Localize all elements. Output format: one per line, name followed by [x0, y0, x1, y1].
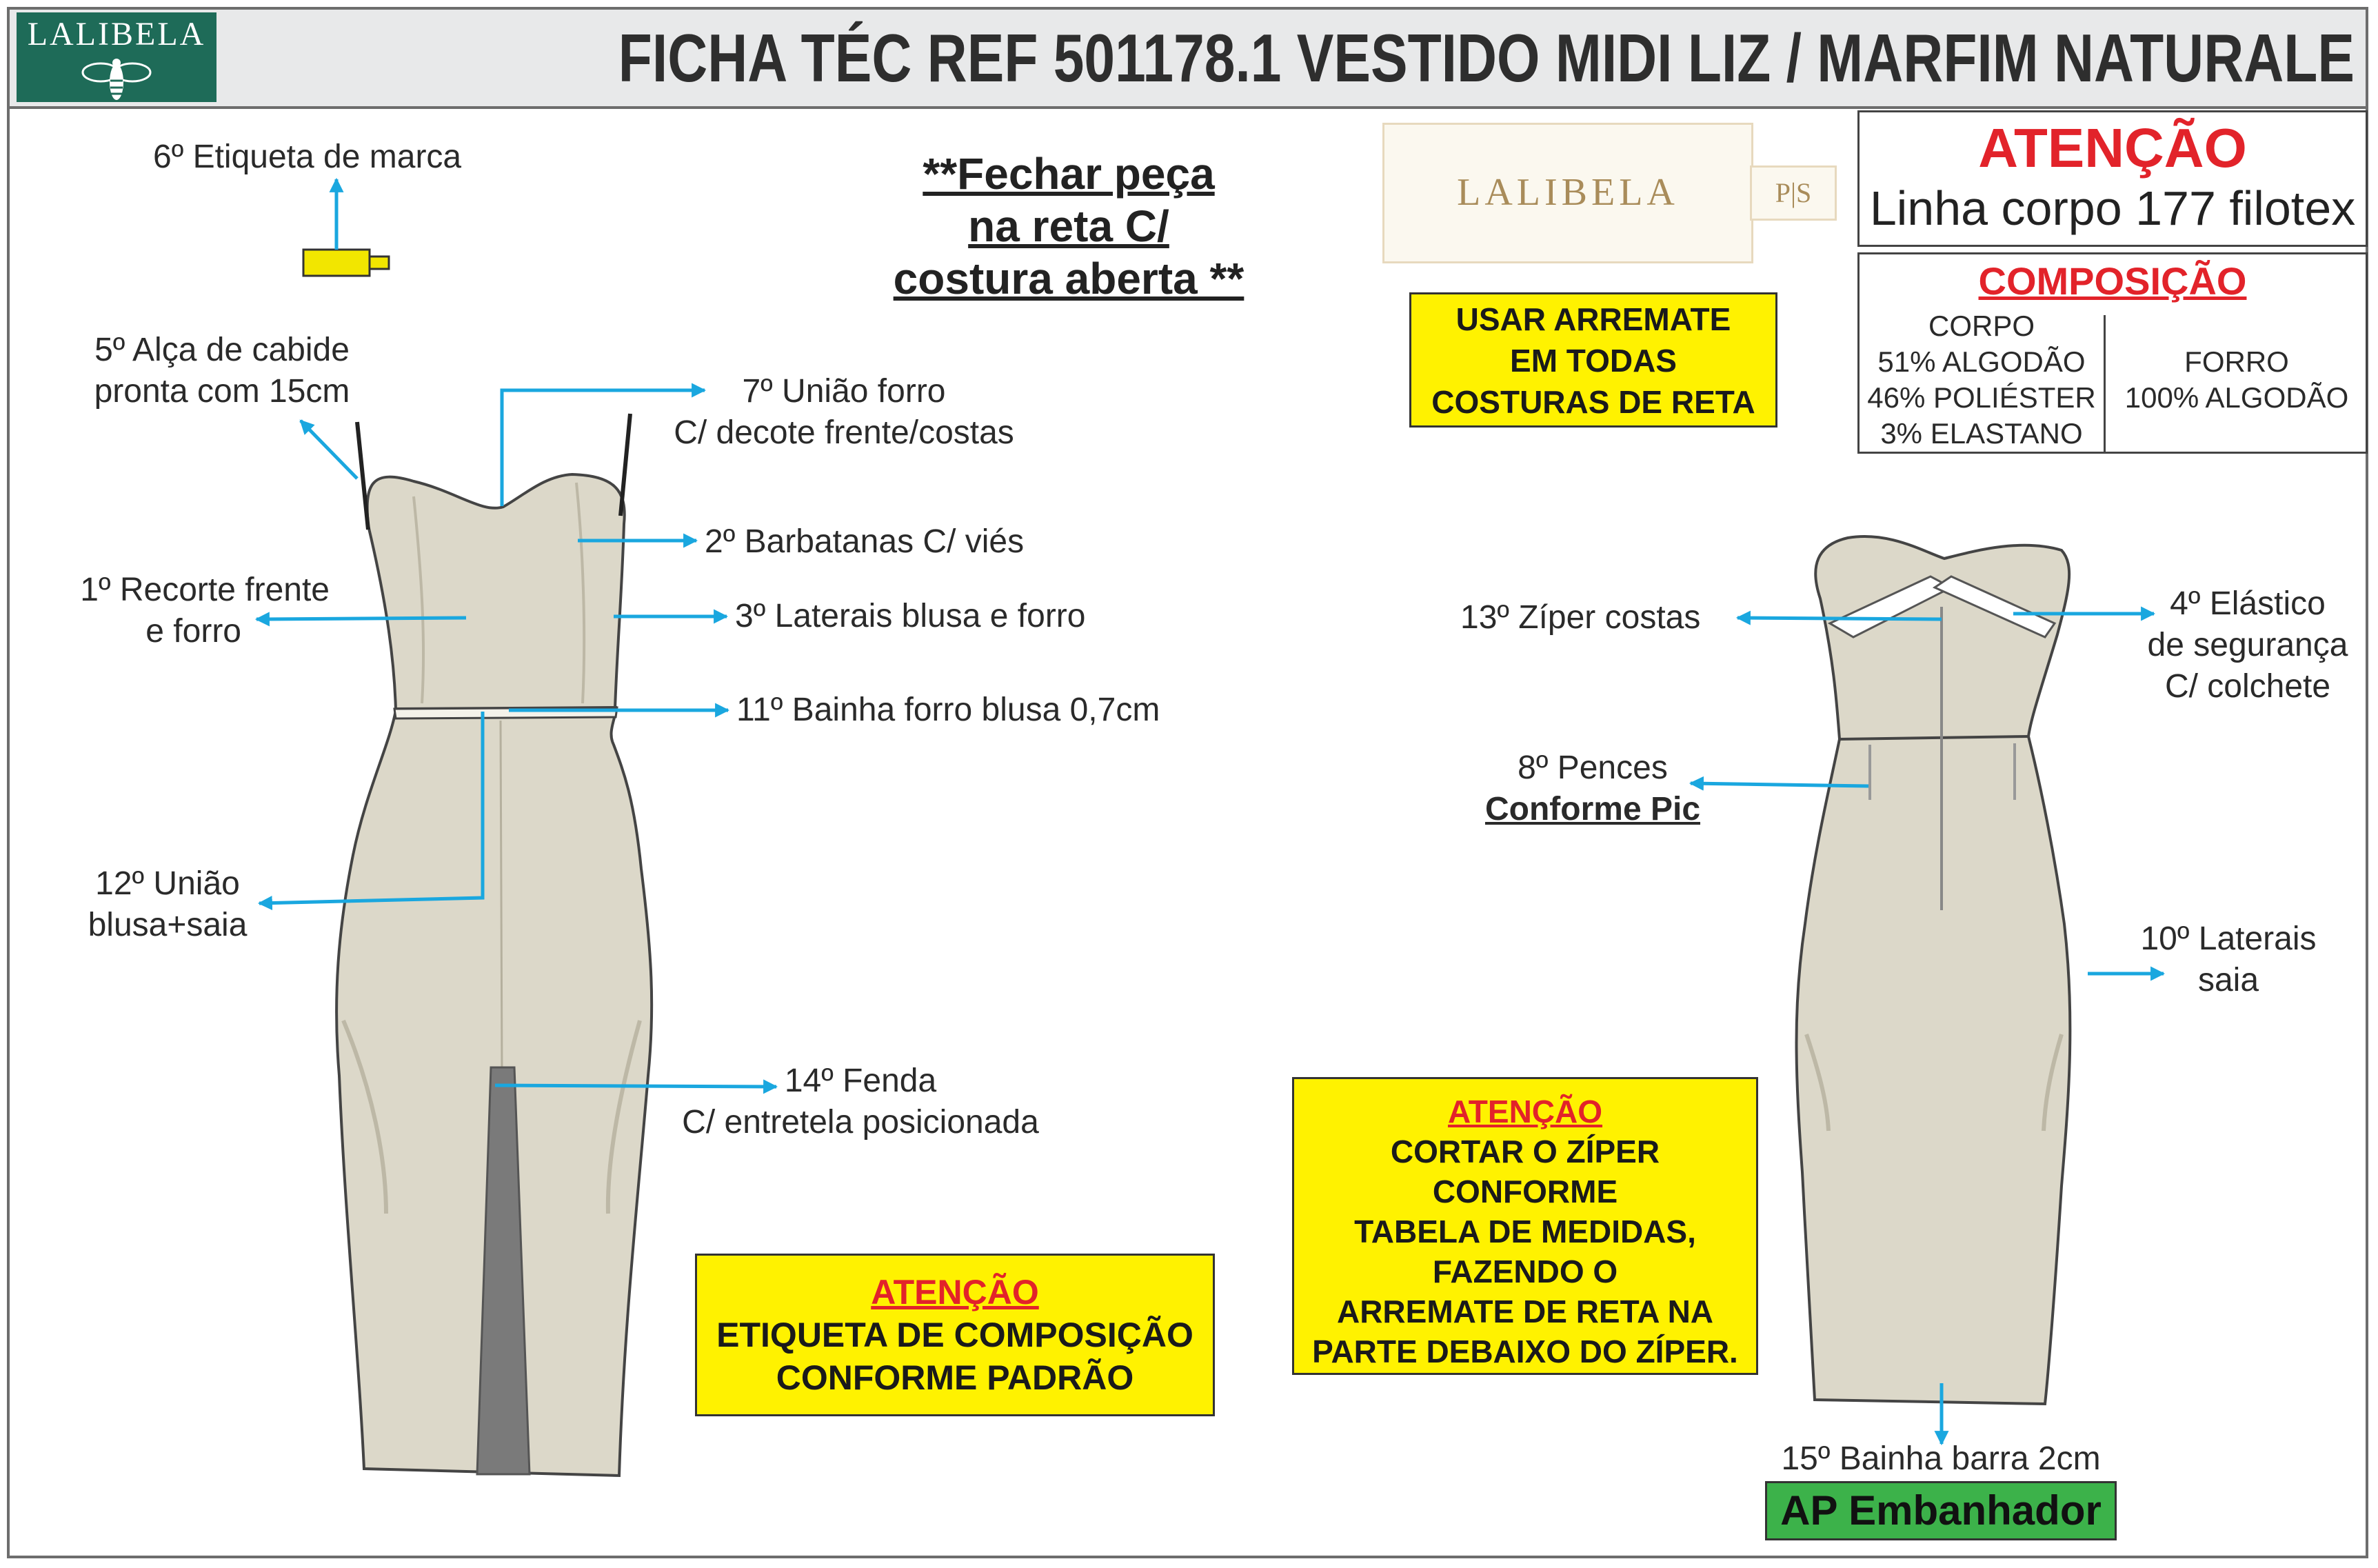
step-2-label: 2º Barbatanas C/ viés	[705, 523, 1025, 560]
back-dress-sketch	[1797, 536, 2070, 1404]
step-6-label: 6º Etiqueta de marca	[153, 139, 462, 175]
step-15-label: 15º Bainha barra 2cm	[1781, 1440, 2101, 1477]
step-12-label: 12º União blusa+saia	[88, 865, 248, 943]
composition-divider	[2104, 315, 2106, 452]
step-14-label: 14º Fenda C/ entretela posicionada	[682, 1063, 1039, 1140]
composition-lining: FORRO 100% ALGODÃO	[2124, 345, 2349, 414]
step-7-label: 7º União forro C/ decote frente/costas	[674, 373, 1014, 451]
logo-text: LALIBELA	[27, 16, 206, 52]
step-10-label: 10º Laterais saia	[2140, 921, 2317, 998]
size-label-image: P|S	[1750, 165, 1837, 221]
composition-label-attention-box: ATENÇÃO ETIQUETA DE COMPOSIÇÃO CONFORME PADRÃO	[695, 1254, 1215, 1416]
front-dress-sketch	[336, 414, 652, 1476]
back-dress-body	[1797, 536, 2070, 1404]
thread-attention-box: ATENÇÃO Linha corpo 177 filotex	[1857, 110, 2368, 247]
step-3-label: 3º Laterais blusa e forro	[735, 598, 1086, 634]
step-8-label: 8º Pences Conforme Pic	[1484, 750, 1701, 827]
step-4-label: 4º Elástico de segurança C/ colchete	[2147, 585, 2348, 705]
arremate-box: USAR ARREMATE EM TODAS COSTURAS DE RETA	[1409, 292, 1777, 428]
ap-embanhador-badge: AP Embanhador	[1765, 1481, 2117, 1540]
step-13-label: 13º Zíper costas	[1460, 599, 1701, 636]
closing-instruction: **Fechar peça na reta C/ costura aberta **	[893, 149, 1245, 303]
page-title: FICHA TÉC REF 501178.1 VESTIDO MIDI LIZ / MARFIM NATURALE	[618, 20, 2355, 96]
hanger-strap-right	[621, 414, 630, 516]
brand-tag-sketch	[303, 250, 370, 276]
composition-body: CORPO 51% ALGODÃO 46% POLIÉSTER 3% ELASTANO	[1867, 310, 2096, 450]
step-11-label: 11º Bainha forro blusa 0,7cm	[736, 692, 1160, 728]
composition-box	[1857, 252, 2368, 454]
brand-label-image: LALIBELA	[1382, 123, 1753, 263]
zipper-attention-box: ATENÇÃO CORTAR O ZÍPER CONFORME TABELA DE MEDIDAS, FAZENDO O ARREMATE DE RETA NA PARTE DEBAIXO DO ZÍPER.	[1292, 1077, 1758, 1375]
composition-heading: COMPOSIÇÃO	[1978, 259, 2247, 303]
step-5-label: 5º Alça de cabide pronta com 15cm	[94, 332, 350, 410]
hanger-strap-left	[357, 422, 368, 530]
step-1-label: 1º Recorte frente e forro	[80, 572, 330, 650]
